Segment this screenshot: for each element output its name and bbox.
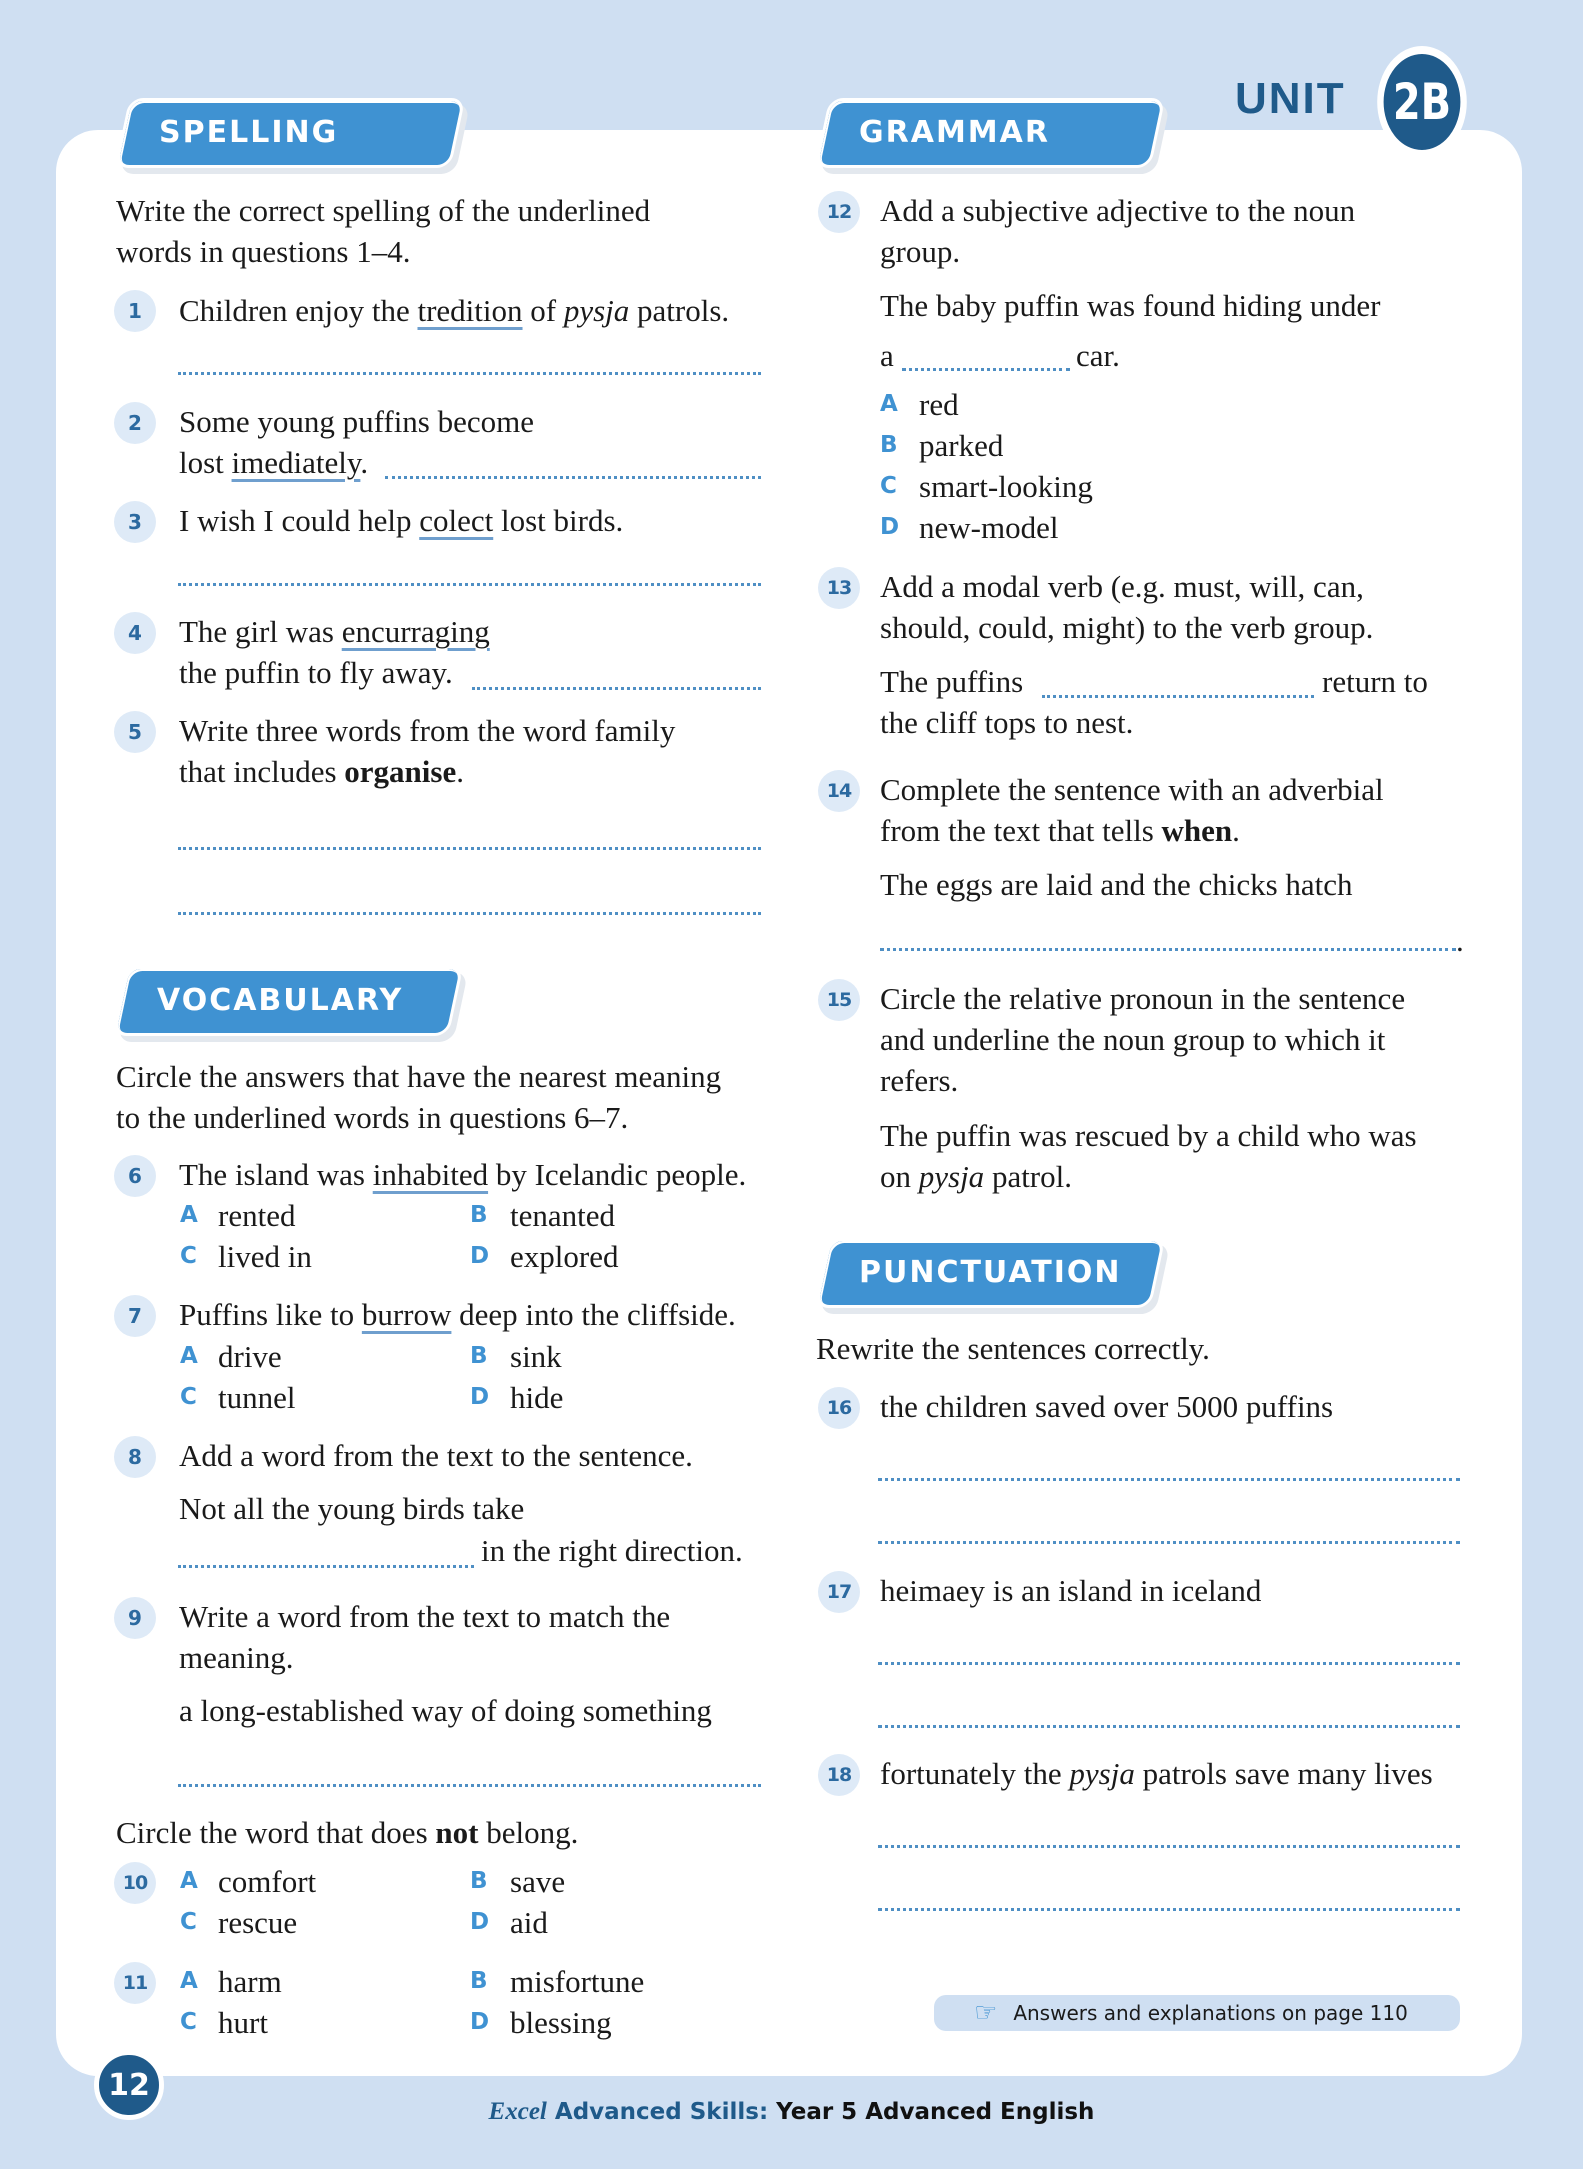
question-number-14: 14	[818, 770, 860, 812]
question-6-text: The island was inhabited by Icelandic people.	[179, 1157, 747, 1192]
section-header-vocabulary: VOCABULARY	[113, 966, 464, 1036]
section-header-punctuation: PUNCTUATION	[815, 1238, 1166, 1308]
footer-title: Excel Advanced Skills: Year 5 Advanced English	[488, 2098, 1095, 2125]
answer-line-18b[interactable]	[878, 1908, 1460, 1911]
answer-line-14[interactable]	[880, 948, 1456, 951]
question-number-2: 2	[114, 402, 156, 444]
question-14-period: .	[1456, 923, 1464, 958]
option-11c[interactable]: hurt	[218, 2005, 268, 2040]
option-11a[interactable]: harm	[218, 1964, 282, 1999]
question-14-text: Complete the sentence with an adverbial from the text that tells when.	[880, 772, 1384, 848]
question-9-text: Write a word from the text to match the meaning.	[179, 1599, 671, 1675]
option-6b[interactable]: tenanted	[510, 1198, 616, 1233]
question-15-sentence: The puffin was rescued by a child who was on pysja patrol.	[880, 1118, 1417, 1194]
option-letter: C	[180, 2009, 197, 2035]
option-letter: A	[880, 391, 898, 417]
question-12-sentence: The baby puffin was found hiding under	[880, 288, 1381, 323]
question-number-3: 3	[114, 501, 156, 543]
section-header-grammar: GRAMMAR	[815, 98, 1166, 168]
option-12d[interactable]: new-model	[919, 510, 1059, 545]
option-letter: C	[180, 1243, 197, 1269]
answer-line-1[interactable]	[178, 372, 761, 375]
question-number-12: 12	[818, 191, 860, 233]
option-6a[interactable]: rented	[218, 1198, 296, 1233]
answer-line-12[interactable]	[902, 368, 1070, 371]
question-12-text: Add a subjective adjective to the noun group.	[880, 193, 1356, 269]
answer-line-5b[interactable]	[178, 912, 761, 915]
answer-line-13[interactable]	[1042, 695, 1314, 698]
question-13-text: Add a modal verb (e.g. must, will, can, should, could, might) to the verb group.	[880, 569, 1374, 645]
option-letter: D	[470, 1384, 490, 1410]
question-number-6: 6	[114, 1155, 156, 1197]
page-number: 12	[94, 2050, 164, 2120]
question-number-1: 1	[114, 290, 156, 332]
answers-reference[interactable]	[934, 1995, 1460, 2031]
option-7b[interactable]: sink	[510, 1339, 562, 1374]
answers-reference-text: Answers and explanations on page 110	[1013, 2001, 1408, 2025]
answer-line-2[interactable]	[385, 476, 761, 479]
question-number-16: 16	[818, 1387, 860, 1429]
option-letter: A	[180, 1968, 198, 1994]
unit-badge: 2B	[1377, 46, 1467, 158]
answer-line-17b[interactable]	[878, 1725, 1460, 1728]
question-8-sentence: Not all the young birds take	[179, 1491, 525, 1526]
vocabulary-instruction: Circle the answers that have the nearest meaning to the underlined words in questions 6–7.	[116, 1059, 722, 1135]
question-number-11: 11	[114, 1962, 156, 2004]
option-10d[interactable]: aid	[510, 1905, 548, 1940]
underlined-word: encurraging	[341, 614, 490, 649]
section-header-spelling: SPELLING	[115, 98, 466, 168]
option-letter: C	[880, 473, 897, 499]
answer-line-16b[interactable]	[878, 1541, 1460, 1544]
option-12b[interactable]: parked	[919, 428, 1004, 463]
option-letter: B	[470, 1343, 488, 1369]
option-6d[interactable]: explored	[510, 1239, 619, 1274]
answer-line-9[interactable]	[178, 1784, 761, 1787]
underlined-word: imediately	[231, 445, 361, 480]
question-1-text: Children enjoy the tredition of pysja patrols.	[179, 293, 730, 328]
option-10b[interactable]: save	[510, 1864, 566, 1899]
option-letter: A	[180, 1868, 198, 1894]
option-letter: C	[180, 1909, 197, 1935]
question-number-10: 10	[114, 1862, 156, 1904]
question-7-text: Puffins like to burrow deep into the cliffside.	[179, 1297, 736, 1332]
option-letter: B	[470, 1202, 488, 1228]
question-9-meaning: a long-established way of doing something	[179, 1693, 712, 1728]
question-8-text: Add a word from the text to the sentence.	[179, 1438, 693, 1473]
pointing-hand-icon: ☞	[974, 1998, 998, 2028]
question-number-8: 8	[114, 1436, 156, 1478]
option-11d[interactable]: blessing	[510, 2005, 612, 2040]
question-5-text: Write three words from the word family that includes organise.	[179, 713, 676, 789]
answer-line-17a[interactable]	[878, 1662, 1460, 1665]
answer-line-3[interactable]	[178, 583, 761, 586]
spelling-instruction: Write the correct spelling of the underlined words in questions 1–4.	[116, 193, 651, 269]
option-letter: D	[470, 1909, 490, 1935]
question-17-text: heimaey is an island in iceland	[880, 1573, 1262, 1608]
answer-line-8[interactable]	[178, 1565, 474, 1568]
question-2-text: Some young puffins become lost imediately.	[179, 404, 535, 480]
question-number-9: 9	[114, 1597, 156, 1639]
question-number-13: 13	[818, 567, 860, 609]
option-6c[interactable]: lived in	[218, 1239, 312, 1274]
vocabulary-instruction-2: Circle the word that does not belong.	[116, 1815, 579, 1850]
option-letter: A	[180, 1202, 198, 1228]
option-letter: C	[180, 1384, 197, 1410]
question-13-sentence-end: the cliff tops to nest.	[880, 705, 1134, 740]
question-18-text: fortunately the pysja patrols save many lives	[880, 1756, 1433, 1791]
answer-line-5a[interactable]	[178, 847, 761, 850]
option-letter: D	[470, 1243, 490, 1269]
option-letter: D	[470, 2009, 490, 2035]
question-number-4: 4	[114, 612, 156, 654]
option-7a[interactable]: drive	[218, 1339, 282, 1374]
question-16-text: the children saved over 5000 puffins	[880, 1389, 1334, 1424]
option-11b[interactable]: misfortune	[510, 1964, 645, 1999]
question-13-sentence-start: The puffins	[880, 664, 1024, 699]
question-8-sentence-end: in the right direction.	[481, 1533, 743, 1568]
underlined-word: burrow	[361, 1297, 452, 1332]
option-12a[interactable]: red	[919, 387, 959, 422]
option-7d[interactable]: hide	[510, 1380, 564, 1415]
underlined-word: inhabited	[372, 1157, 489, 1192]
option-7c[interactable]: tunnel	[218, 1380, 296, 1415]
answer-line-18a[interactable]	[878, 1845, 1460, 1848]
question-number-18: 18	[818, 1754, 860, 1796]
question-14-sentence: The eggs are laid and the chicks hatch	[880, 867, 1353, 902]
punctuation-instruction: Rewrite the sentences correctly.	[816, 1331, 1210, 1366]
question-15-text: Circle the relative pronoun in the sentence and underline the noun group to which it refers.	[880, 981, 1406, 1098]
question-number-17: 17	[818, 1571, 860, 1613]
answer-line-16a[interactable]	[878, 1478, 1460, 1481]
option-letter: B	[470, 1868, 488, 1894]
option-12c[interactable]: smart-looking	[919, 469, 1093, 504]
option-letter: A	[180, 1343, 198, 1369]
question-13-sentence-mid: return to	[1322, 664, 1428, 699]
option-letter: B	[880, 432, 898, 458]
option-10a[interactable]: comfort	[218, 1864, 317, 1899]
question-4-text: The girl was encurraging the puffin to fly away.	[179, 614, 490, 690]
option-10c[interactable]: rescue	[218, 1905, 298, 1940]
answer-line-4[interactable]	[472, 687, 761, 690]
unit-label: UNIT	[1235, 74, 1346, 123]
underlined-word: colect	[419, 503, 494, 538]
option-letter: B	[470, 1968, 488, 1994]
question-number-7: 7	[114, 1295, 156, 1337]
underlined-word: tredition	[417, 293, 523, 328]
question-number-15: 15	[818, 979, 860, 1021]
question-number-5: 5	[114, 711, 156, 753]
question-3-text: I wish I could help colect lost birds.	[179, 503, 624, 538]
question-12-sentence-end: car.	[1076, 338, 1120, 373]
question-12-sentence-start: a	[880, 338, 894, 373]
option-letter: D	[880, 514, 900, 540]
